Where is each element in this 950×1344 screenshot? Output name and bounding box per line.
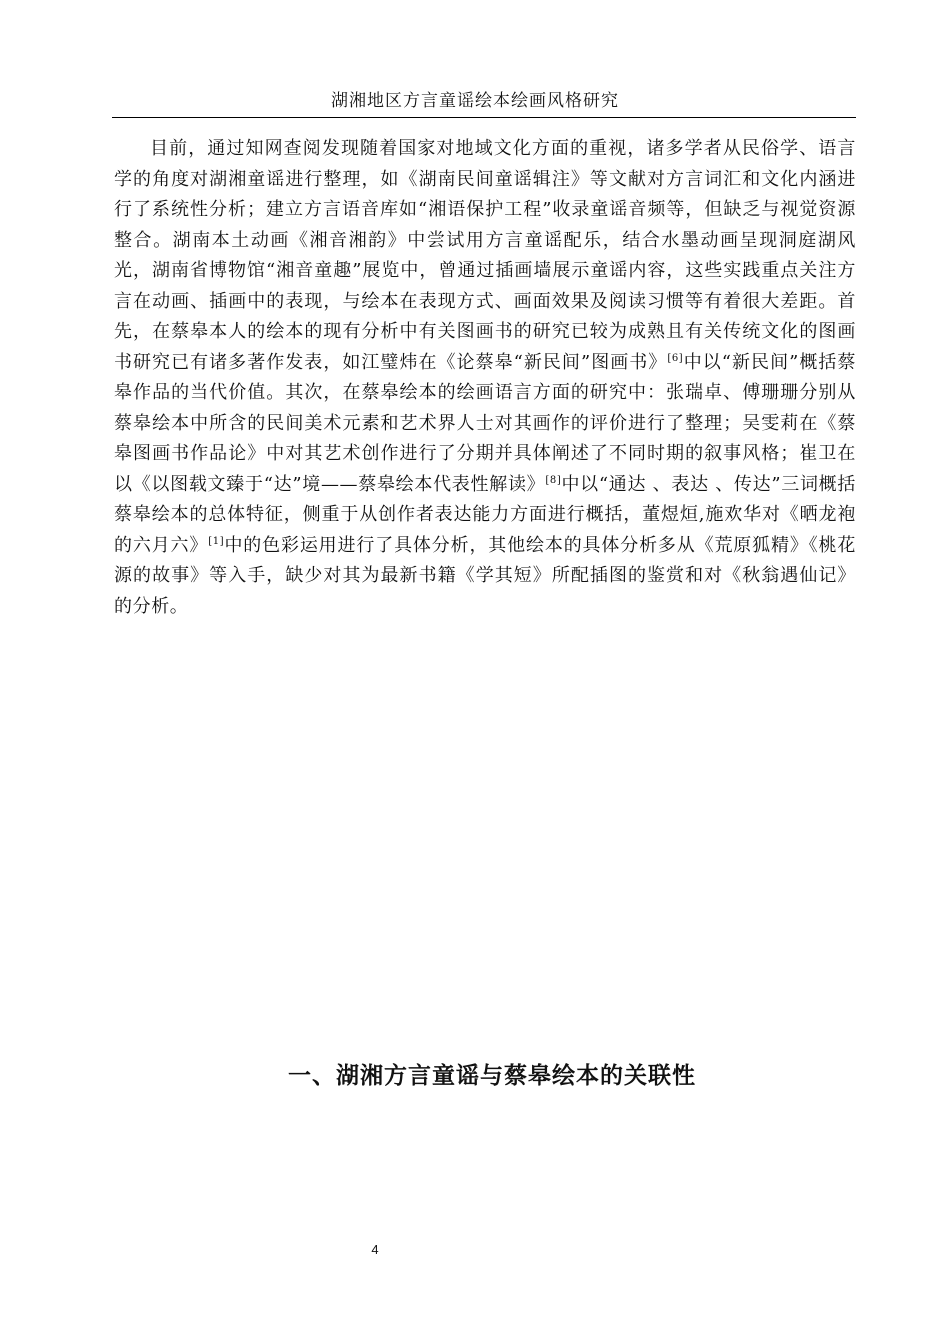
header-rule [112, 117, 856, 118]
page-number: 4 [371, 1242, 379, 1257]
paragraph-text-4: 中的色彩运用进行了具体分析，其他绘本的具体分析多从《荒原狐精》《桃花源的故事》等入手，缺少对其为最新书籍《学其短》所配插图的鉴赏和对《秋翁遇仙记》的分析。 [114, 534, 856, 617]
citation-8: [8] [545, 474, 562, 486]
body-paragraph [114, 134, 856, 622]
paragraph-text-3: 中以“通达 、表达 、传达”三词概括蔡皋绘本的总体特征，侧重于从创作者表达能力方面进行概括，董煜烜,施欢华对《晒龙袍的六月六》 [114, 473, 856, 556]
citation-1: [1] [208, 535, 225, 547]
paragraph-text-1: 目前，通过知网查阅发现随着国家对地域文化方面的重视，诸多学者从民俗学、语言学的角度对湖湘童谣进行整理，如《湖南民间童谣辑注》等文献对方言词汇和文化内涵进行了系统性分析；建立方言语音库如“湘语保护工程”收录童谣音频等，但缺乏与视觉资源整合。湖南本土动画《湘音湘韵》中尝试用方言童谣配乐，结合水墨动画呈现洞庭湖风光，湖南省博物馆“湘音童趣”展览中，曾通过插画墙展示童谣内容，这些实践重点关注方言在动画、插画中的表现，与绘本在表现方式、画面效果及阅读习惯等有着很大差距。首先，在蔡皋本人的绘本的现有分析中有关图画书的研究已较为成熟且有关传统文化的图画书研究已有诸多著作发表，如江璧炜在《论蔡皋“新民间”图画书》 [114, 138, 856, 373]
section-heading: 一、湖湘方言童谣与蔡皋绘本的关联性 [288, 1063, 696, 1089]
running-header: 湖湘地区方言童谣绘本绘画风格研究 [331, 91, 619, 111]
paragraph-text-2: 中以“新民间”概括蔡皋作品的当代价值。其次，在蔡皋绘本的绘画语言方面的研究中：张瑞卓、傅珊珊分别从蔡皋绘本中所含的民间美术元素和艺术界人士对其画作的评价进行了整理；吴雯莉在《蔡皋图画书作品论》中对其艺术创作进行了分期并具体阐述了不同时期的叙事风格；崔卫在以《以图载文臻于“达”境——蔡皋绘本代表性解读》 [114, 351, 857, 495]
citation-6: [6] [667, 352, 684, 364]
